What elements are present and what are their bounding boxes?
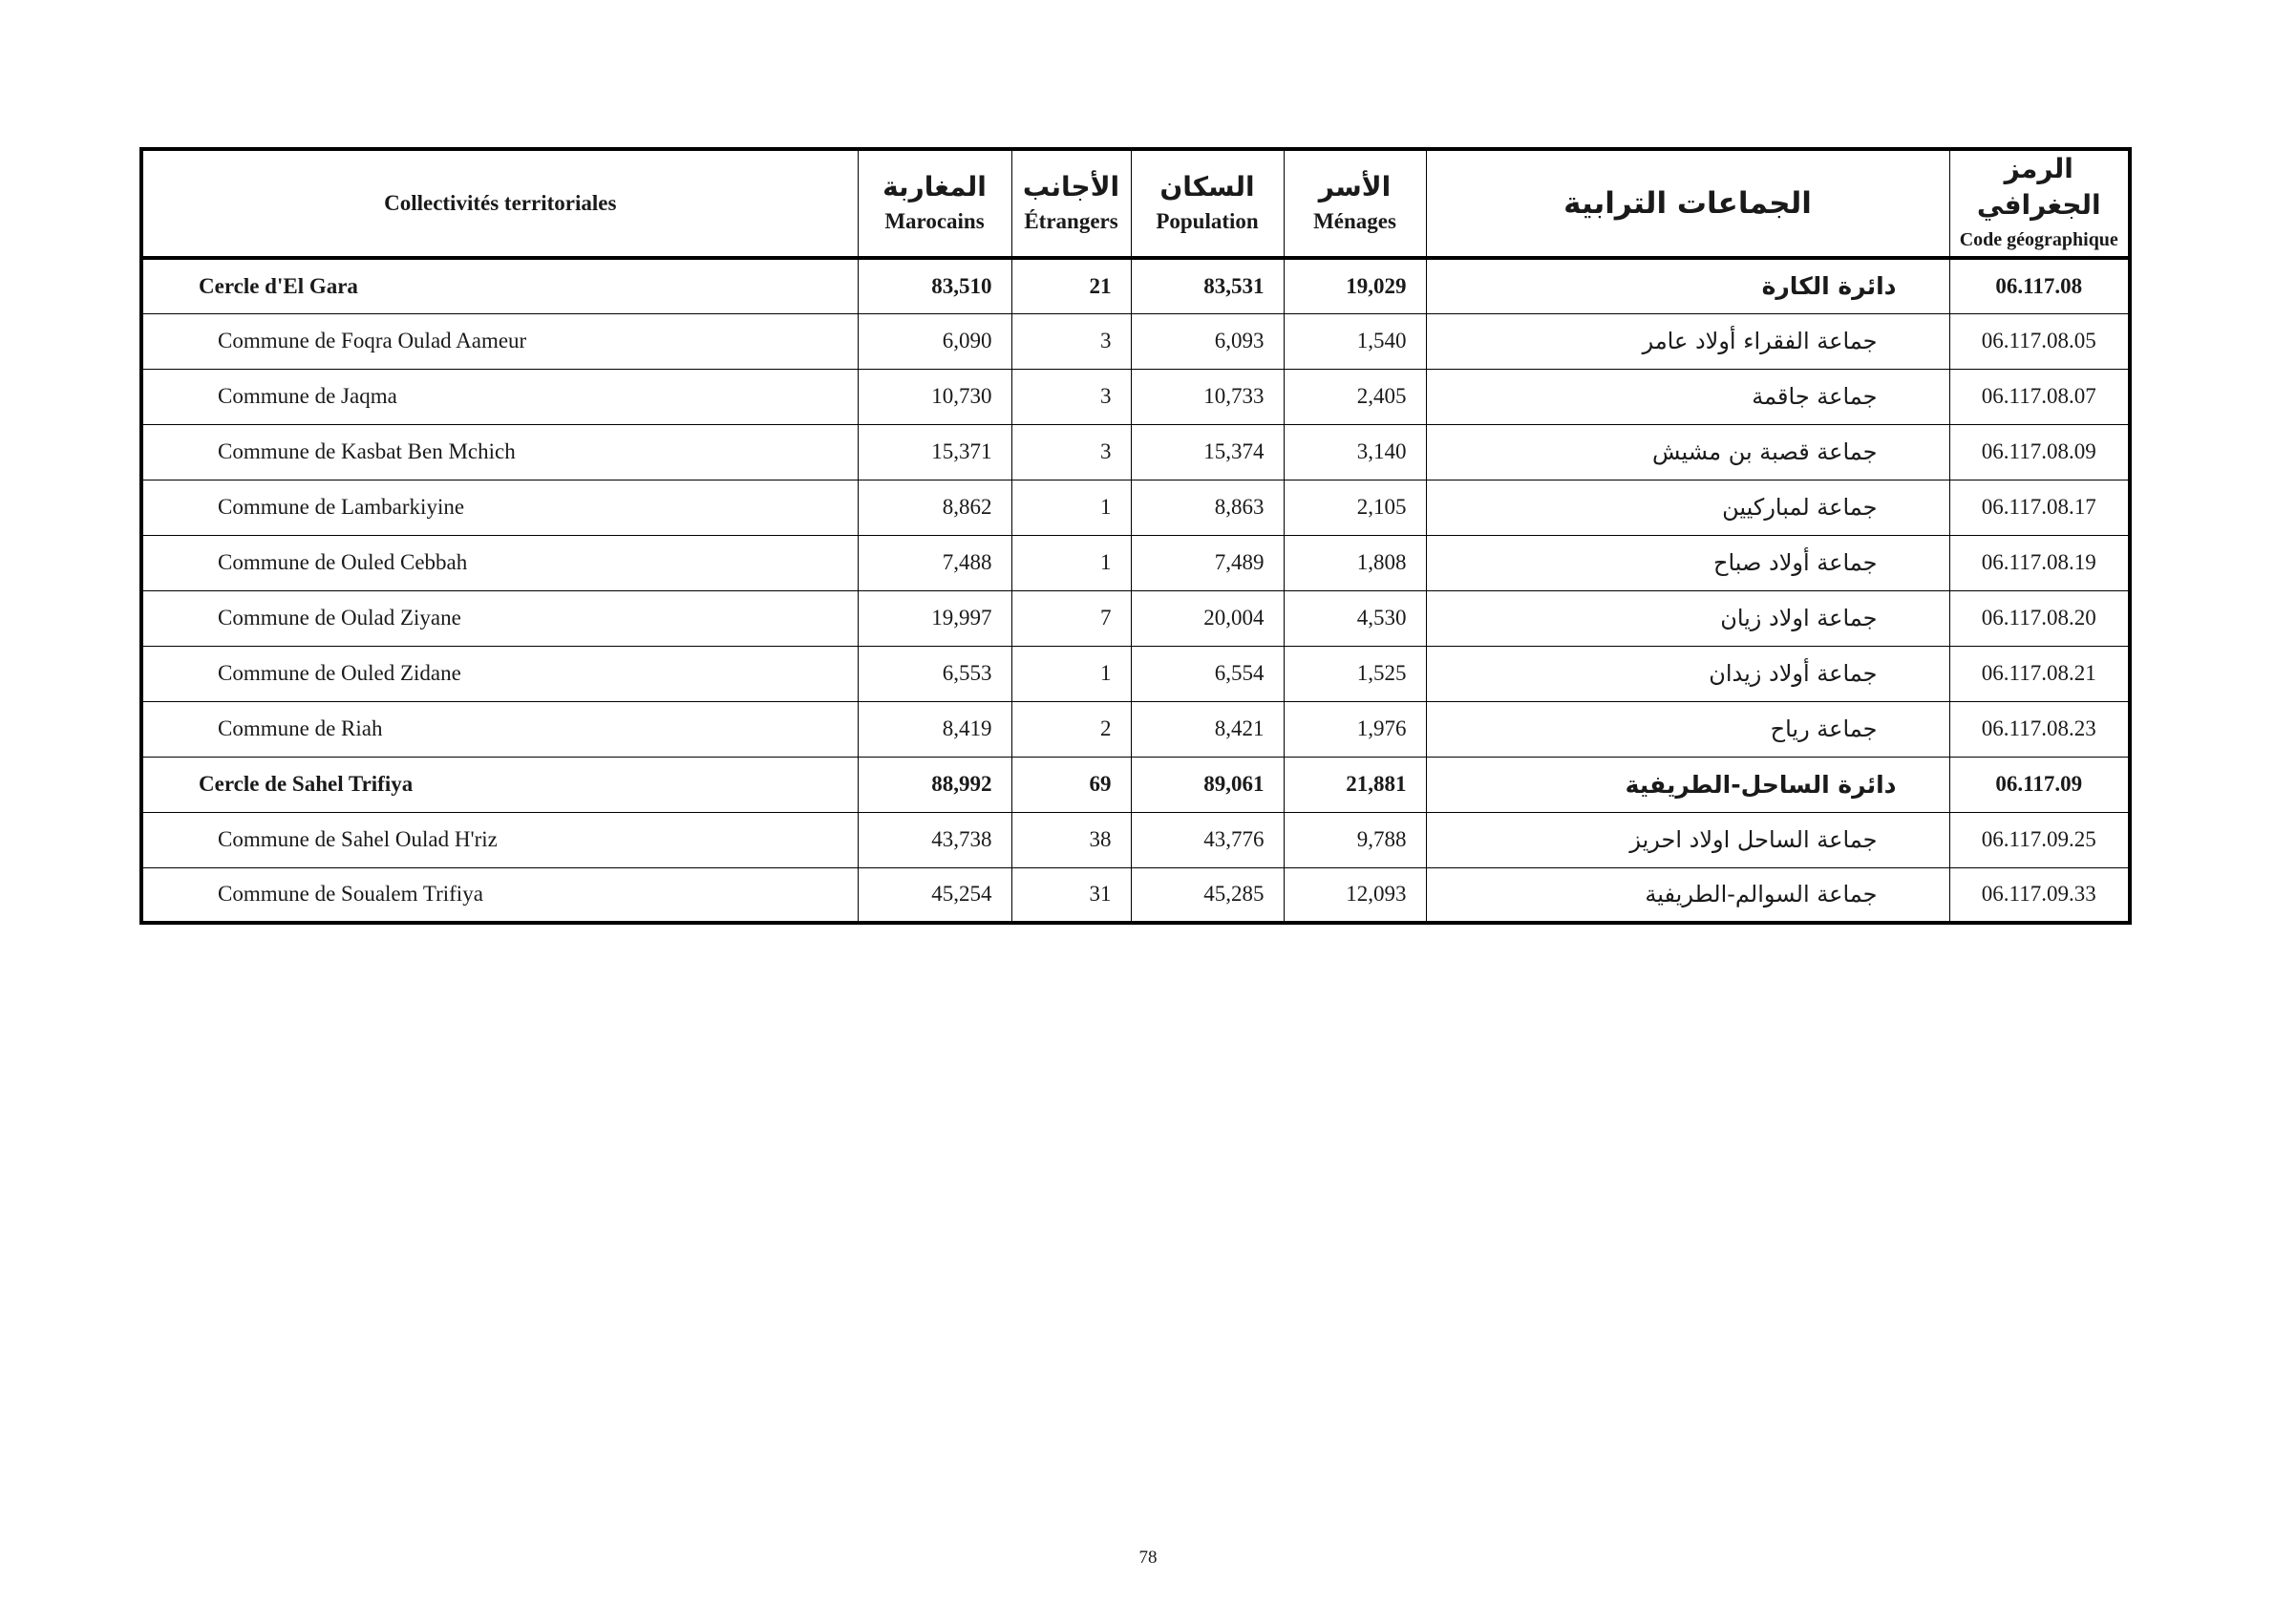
cell-etrangers: 3 [1011,369,1131,424]
cell-name-ar: جماعة جاقمة [1426,369,1949,424]
table-row [141,757,2130,812]
cell-name-fr: Commune de Ouled Cebbah [141,535,858,590]
cell-population: 10,733 [1131,369,1284,424]
cell-population: 45,285 [1131,867,1284,923]
cell-code: 06.117.08.17 [1949,480,2130,535]
cell-menages: 1,540 [1284,313,1426,369]
header-menages-ar: الأسر [1318,171,1392,203]
table-row [141,424,2130,480]
cell-menages: 9,788 [1284,812,1426,867]
cell-population: 89,061 [1131,757,1284,812]
header-etrangers [1011,149,1131,258]
header-marocains [858,149,1011,258]
cell-marocains: 45,254 [858,867,1011,923]
cell-code: 06.117.09 [1949,757,2130,812]
cell-name-ar: جماعة قصبة بن مشيش [1426,424,1949,480]
cell-name-ar: جماعة السوالم-الطريفية [1426,867,1949,923]
table-row [141,369,2130,424]
cell-etrangers: 69 [1011,757,1131,812]
cell-population: 8,863 [1131,480,1284,535]
header-code [1949,149,2130,258]
cell-name-fr: Cercle d'El Gara [141,258,858,313]
cell-name-fr: Commune de Foqra Oulad Aameur [141,313,858,369]
cell-name-fr: Cercle de Sahel Trifiya [141,757,858,812]
cell-menages: 2,405 [1284,369,1426,424]
cell-name-fr: Commune de Sahel Oulad H'riz [141,812,858,867]
cell-etrangers: 38 [1011,812,1131,867]
cell-marocains: 6,090 [858,313,1011,369]
header-menages [1284,149,1426,258]
cell-name-fr: Commune de Kasbat Ben Mchich [141,424,858,480]
cell-population: 20,004 [1131,590,1284,646]
header-etrangers-ar: الأجانب [1022,171,1120,203]
cell-marocains: 7,488 [858,535,1011,590]
header-menages-fr: Ménages [1313,209,1396,233]
cell-name-fr: Commune de Jaqma [141,369,858,424]
table-row [141,535,2130,590]
cell-code: 06.117.08.09 [1949,424,2130,480]
header-marocains-ar: المغاربة [882,171,987,203]
cell-etrangers: 1 [1011,535,1131,590]
cell-marocains: 88,992 [858,757,1011,812]
cell-name-ar: جماعة لمباركيين [1426,480,1949,535]
table-row [141,701,2130,757]
cell-menages: 21,881 [1284,757,1426,812]
cell-name-ar: جماعة أولاد زيدان [1426,646,1949,701]
census-table [139,147,2132,925]
cell-population: 8,421 [1131,701,1284,757]
cell-code: 06.117.08.20 [1949,590,2130,646]
cell-etrangers: 2 [1011,701,1131,757]
cell-name-ar: جماعة الفقراء أولاد عامر [1426,313,1949,369]
cell-etrangers: 21 [1011,258,1131,313]
cell-code: 06.117.09.33 [1949,867,2130,923]
cell-name-ar: جماعة اولاد زيان [1426,590,1949,646]
table-row [141,646,2130,701]
table-row [141,480,2130,535]
cell-population: 15,374 [1131,424,1284,480]
table-body [141,258,2130,923]
cell-etrangers: 1 [1011,480,1131,535]
cell-menages: 19,029 [1284,258,1426,313]
cell-name-fr: Commune de Oulad Ziyane [141,590,858,646]
cell-name-ar: جماعة أولاد صباح [1426,535,1949,590]
table-row [141,258,2130,313]
header-code-fr: Code géographique [1959,229,2118,250]
cell-etrangers: 31 [1011,867,1131,923]
header-etrangers-fr: Étrangers [1024,209,1118,233]
cell-marocains: 8,862 [858,480,1011,535]
header-population-fr: Population [1156,209,1259,233]
cell-code: 06.117.08 [1949,258,2130,313]
cell-population: 83,531 [1131,258,1284,313]
cell-name-fr: Commune de Ouled Zidane [141,646,858,701]
header-marocains-fr: Marocains [884,209,985,233]
cell-name-fr: Commune de Riah [141,701,858,757]
cell-code: 06.117.08.05 [1949,313,2130,369]
cell-marocains: 10,730 [858,369,1011,424]
header-collectivites-ar: الجماعات الترابية [1426,149,1949,258]
cell-menages: 4,530 [1284,590,1426,646]
cell-code: 06.117.09.25 [1949,812,2130,867]
header-code-ar: الرمز الجغرافي [1976,153,2101,221]
cell-marocains: 83,510 [858,258,1011,313]
cell-code: 06.117.08.21 [1949,646,2130,701]
cell-code: 06.117.08.07 [1949,369,2130,424]
cell-code: 06.117.08.23 [1949,701,2130,757]
header-row [141,149,2130,258]
header-collectivites: Collectivités territoriales [141,149,858,258]
table-row [141,812,2130,867]
cell-population: 7,489 [1131,535,1284,590]
cell-menages: 12,093 [1284,867,1426,923]
cell-marocains: 43,738 [858,812,1011,867]
cell-marocains: 15,371 [858,424,1011,480]
cell-code: 06.117.08.19 [1949,535,2130,590]
cell-population: 6,554 [1131,646,1284,701]
cell-marocains: 6,553 [858,646,1011,701]
cell-menages: 1,808 [1284,535,1426,590]
cell-etrangers: 3 [1011,313,1131,369]
cell-name-fr: Commune de Lambarkiyine [141,480,858,535]
cell-name-fr: Commune de Soualem Trifiya [141,867,858,923]
table-row [141,867,2130,923]
cell-etrangers: 3 [1011,424,1131,480]
header-population-ar: السكان [1159,171,1255,203]
cell-menages: 2,105 [1284,480,1426,535]
table-row [141,590,2130,646]
cell-name-ar: دائرة الكارة [1426,258,1949,313]
cell-marocains: 8,419 [858,701,1011,757]
cell-name-ar: جماعة الساحل اولاد احريز [1426,812,1949,867]
table-row [141,313,2130,369]
cell-population: 6,093 [1131,313,1284,369]
cell-name-ar: جماعة رياح [1426,701,1949,757]
cell-name-ar: دائرة الساحل-الطريفية [1426,757,1949,812]
cell-menages: 3,140 [1284,424,1426,480]
cell-menages: 1,525 [1284,646,1426,701]
header-population [1131,149,1284,258]
cell-etrangers: 1 [1011,646,1131,701]
cell-menages: 1,976 [1284,701,1426,757]
cell-etrangers: 7 [1011,590,1131,646]
page-number: 78 [1138,1548,1158,1568]
cell-marocains: 19,997 [858,590,1011,646]
cell-population: 43,776 [1131,812,1284,867]
